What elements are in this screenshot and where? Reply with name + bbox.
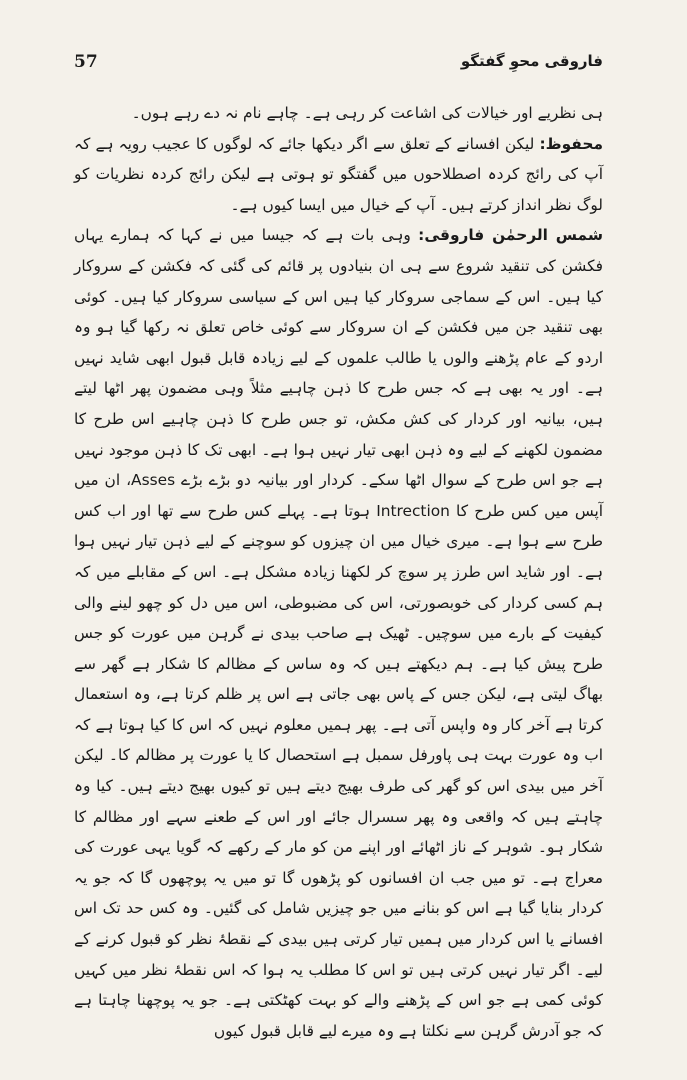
page-number: 57: [74, 52, 98, 72]
speaker-label: شمس الرحمٰن فاروقی:: [418, 226, 603, 245]
paragraph-text: وہی بات ہے کہ جیسا میں نے کہا کہ ہمارے یہاں فکشن کی تنقید شروع سے ہی ان بنیادوں پر قائم کی گئی کہ فکشن کے سروکار کیا ہیں۔ اس کے سماجی سروکار کیا ہیں اس کے سیاسی سروکار کیا ہیں۔ کوئی بھی تنقید جن میں فکشن کے ان سروکار سے کوئی خاص تعلق نہ رکھا گیا ہو وہ اردو کے عام پڑھنے والوں یا طالب علموں کے لیے زیادہ قابل قبول ابھی شاید نہیں ہے۔ اور یہ بھی ہے کہ جس طرح کا ذہن چاہیے مثلاً وہی مضمون پھر اٹھا لیتے ہیں، بیانیہ اور کردار کی کش مکش، تو جس طرح کا ذہن چاہیے اس طرح کا مضمون لکھنے کے لیے وہ ذہن ابھی تیار نہیں ہوا ہے۔ ابھی تک کا ذہن موجود نہیں ہے جو اس طرح کے سوال اٹھا سکے۔ کردار اور بیانیہ دو بڑے بڑے Asses، ان میں آپس میں کس طرح کا Intrection ہوتا ہے۔ پہلے کس طرح سے تھا اور اب کس طرح سے ہوا ہے۔ میری خیال میں ان چیزوں کو سوچنے کے لیے ذہن تیار نہیں ہوا ہے۔ اور شاید اس طرز پر سوچ کر لکھنا زیادہ مشکل ہے۔ اس کے مقابلے میں کہ ہم کسی کردار کی خوبصورتی، اس کی مضبوطی، اس میں دل کو چھو لینے والی کیفیت کے بارے میں سوچیں۔ ٹھیک ہے صاحب بیدی نے گرہن میں عورت کو جس طرح پیش کیا ہے۔ ہم دیکھتے ہیں کہ وہ ساس کے مظالم کا شکار ہے گھر سے بھاگ لیتی ہے، لیکن جس کے پاس بھی جاتی ہے اس پر ظلم کرتا ہے، وہ استعمال کرتا ہے آخر کار وہ واپس آتی ہے۔ پھر ہمیں معلوم نہیں کہ اس کا کیا ہوتا ہے کہ اب وہ عورت بہت ہی پاورفل سمبل ہے استحصال کا یا عورت پر مظالم کا۔ لیکن آخر میں بیدی اس کو گھر کی طرف بھیج دیتے ہیں تو کیوں بھیج دیتے ہیں۔ کیا وہ چاہتے ہیں کہ واقعی وہ پھر سسرال جائے اور اس کے طعنے سہے اور مظالم کا شکار ہو۔ شوہر کے ناز اٹھائے اور اپنے من کو مار کے رکھے کہ گویا یہی عورت کی معراج ہے۔ تو میں جب ان افسانوں کو پڑھوں گا تو میں یہ پوچھوں گا کہ جو یہ کردار بنایا گیا ہے اس کو بنانے میں جو چیزیں شامل کی گئیں۔ وہ کس حد تک اس افسانے یا اس کردار میں ہمیں تیار کرتی ہیں بیدی کے نقطۂ نظر کو قبول کرنے کے لیے۔ اگر تیار نہیں کرتی ہیں تو اس کا مطلب یہ ہوا کہ اس نقطۂ نظر میں کہیں کوئی کمی ہے جو اس کے پڑھنے والے کو بہت کھٹکتی ہے۔ جو یہ پوچھنا چاہتا ہے کہ جو آدرش گرہن سے نکلتا ہے وہ میرے لیے قابل قبول کیوں: [74, 226, 604, 1040]
paragraph-text: لیکن افسانے کے تعلق سے اگر دیکھا جائے کہ لوگوں کا عجیب رویہ ہے کہ آپ کی رائج کردہ اصطلاحوں میں گفتگو تو ہوتی ہے لیکن رائج کردہ نظریات کو لوگ نظر انداز کرتے ہیں۔ آپ کے خیال میں ایسا کیوں ہے۔: [74, 134, 603, 214]
paragraph: [74, 220, 603, 1046]
speaker-label: محفوظ:: [539, 134, 603, 153]
page-header: [74, 52, 603, 92]
paragraph: [74, 129, 603, 221]
running-head: فاروقی محوِ گفتگو: [460, 52, 603, 70]
page-body: [74, 98, 603, 1046]
paragraph: [74, 98, 603, 129]
paragraph-text: ہی نظریے اور خیالات کی اشاعت کر رہی ہے۔ چاہے نام نہ دے رہے ہوں۔: [131, 104, 603, 122]
